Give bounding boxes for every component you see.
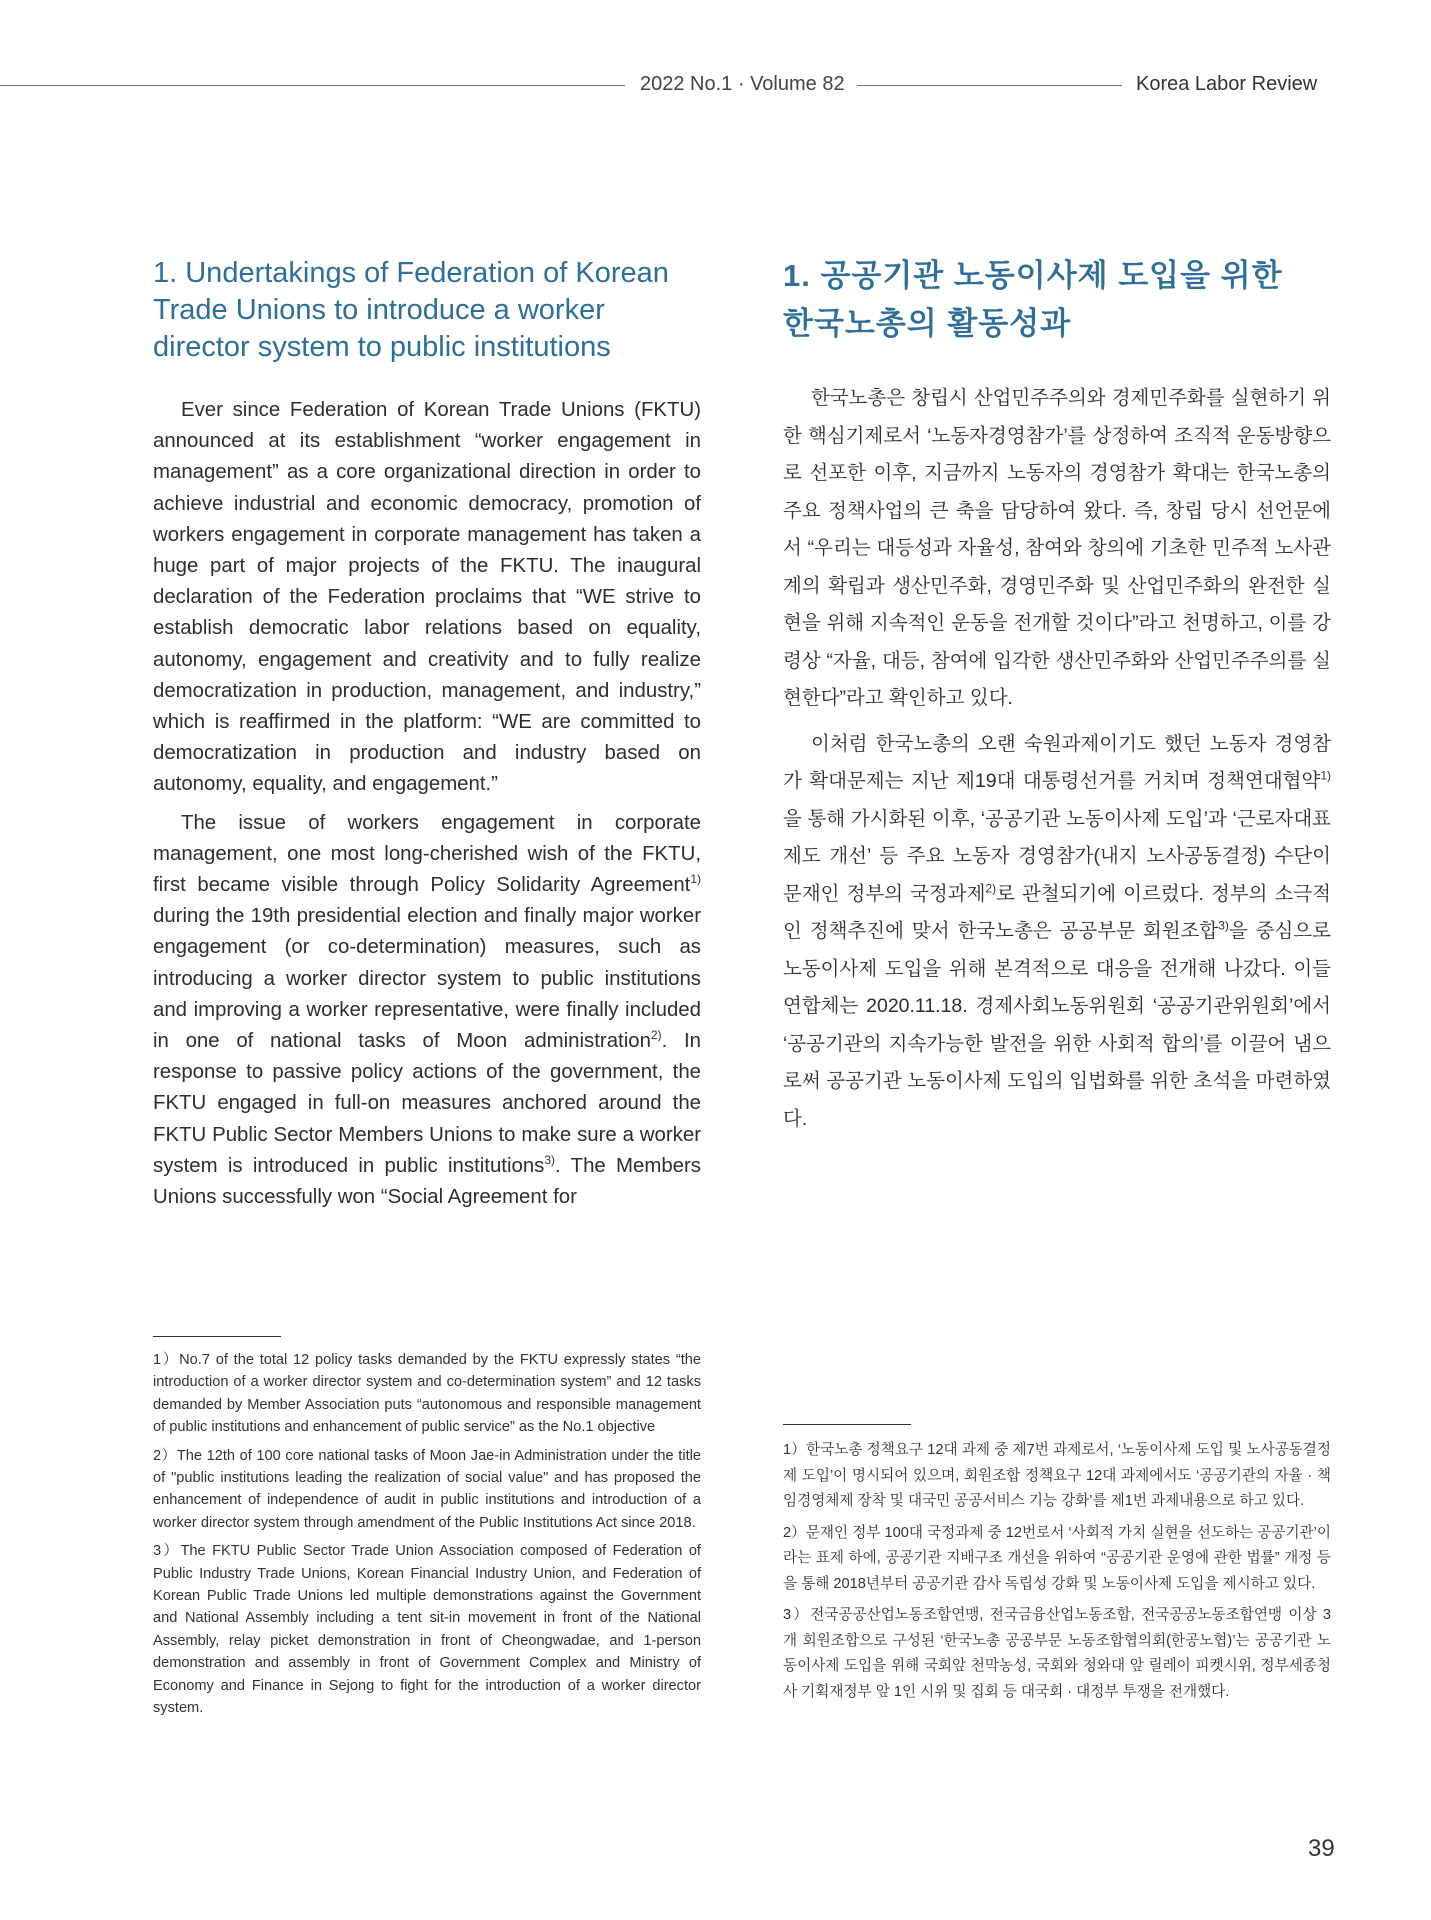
- footnote-ref-2: 2): [650, 1028, 662, 1043]
- korean-title-line-1: 1. 공공기관 노동이사제 도입을 위한: [783, 258, 1283, 293]
- korean-paragraph-2: [783, 726, 1331, 1139]
- english-paragraph-2-part-a: The issue of workers engagement in corporate management, one most long-cherished wish of the FKTU, first became visible through Policy Solidarity Agreement: [153, 811, 701, 897]
- korean-title-line-2: 한국노총의 활동성과: [783, 306, 1072, 341]
- korean-paragraph-2-part-a: 이처럼 한국노총의 오랜 숙원과제이기도 했던 노동자 경영참가 확대문제는 지난 제19대 대통령선거를 거치며 정책연대협약: [783, 732, 1331, 792]
- korean-footnote-ref-1: 1): [1320, 768, 1331, 783]
- korean-footnote-rule: [783, 1424, 911, 1425]
- journal-name: Korea Labor Review: [1136, 73, 1318, 95]
- footnote-ref-3: 3): [544, 1153, 556, 1168]
- korean-paragraph-2-part-b: 을 통해 가시화된 이후, ‘공공기관 노동이사제 도입’과 ‘근로자대표제도 개선’ 등 주요 노동자 경영참가(내지 노사공동결정) 수단이 문재인 정부의 국정과제: [783, 807, 1331, 905]
- english-body: [153, 395, 701, 1220]
- publication-info: 2022 No.1 · Volume 82: [640, 73, 845, 95]
- header-rule-left: [0, 85, 625, 86]
- header-rule-middle: [857, 85, 1122, 86]
- english-paragraph-2-part-b: during the 19th presidential election and finally major worker engagement (or co-determination) measures, such as introducing a worker director system to public institutions and improving a worker representative, were finally included in one of national tasks of Moon administration: [153, 905, 701, 1053]
- english-paragraph-2: [153, 808, 701, 1214]
- korean-body: [783, 380, 1331, 1146]
- english-paragraph-1: Ever since Federation of Korean Trade Unions (FKTU) announced at its establishment “worker engagement in management” as a core organizational direction in order to achieve industrial and economic democracy, promotion of workers engagement in corporate management has taken a huge part of major projects of the FKTU. The inaugural declaration of the Federation proclaims that “WE strive to establish democratic labor relations based on equality, autonomy, engagement and creativity and to fully realize democratization in production, management, and industry,” which is reaffirmed in the platform: “WE are committed to democratization in production and industry based on autonomy, equality, and engagement.”: [153, 399, 701, 796]
- english-footnote-2: 2）The 12th of 100 core national tasks of Moon Jae-in Administration under the title of "public institutions leading the realization of social value" and has proposed the enhancement of independence of audit in public institutions and introduction of a worker director system through amendment of the Public Institutions Act since 2018.: [153, 1447, 701, 1531]
- korean-footnote-ref-3: 3): [1218, 918, 1229, 933]
- english-section-title: 1. Undertakings of Federation of Korean Trade Unions to introduce a worker director system to public institutions: [153, 257, 669, 363]
- english-paragraph-2-part-d: . The Members Unions successfully won “Social Agreement for: [153, 1154, 701, 1209]
- english-paragraph-2-part-c: . In response to passive policy actions of the government, the FKTU engaged in full-on measures anchored around the FKTU Public Sector Members Unions to make sure a worker system is introduced in public institutions: [153, 1030, 701, 1177]
- korean-footnote-2: 2）문재인 정부 100대 국정과제 중 12번로서 ‘사회적 가치 실현을 선도하는 공공기관’이라는 표제 하에, 공공기관 지배구조 개선을 위하여 “공공기관 운영에 관한 법률” 개정 등을 통해 2018년부터 공공기관 감사 독립성 강화 및 노동이사제 도입을 제시하고 있다.: [783, 1524, 1331, 1592]
- page-number: 39: [1308, 1835, 1335, 1862]
- english-footnotes: [153, 1349, 701, 1726]
- korean-footnote-1: 1）한국노총 정책요구 12대 과제 중 제7번 과제로서, ‘노동이사제 도입 및 노사공동결정제 도입’이 명시되어 있으며, 회원조합 정책요구 12대 과제에서도 ‘공공기관의 자율 · 책임경영체제 장착 및 대국민 공공서비스 기능 강화’를 제1번 과제내용으로 하고 있다.: [783, 1442, 1331, 1509]
- korean-paragraph-2-part-c: 로 관철되기에 이르렀다. 정부의 소극적인 정책추진에 맞서 한국노총은 공공부문 회원조합: [783, 882, 1331, 942]
- korean-footnote-ref-2: 2): [985, 881, 997, 895]
- korean-paragraph-1: 한국노총은 창립시 산업민주주의와 경제민주화를 실현하기 위한 핵심기제로서 ‘노동자경영참가’를 상정하여 조직적 운동방향으로 선포한 이후, 지금까지 노동자의 경영참가 확대는 한국노총의 주요 정책사업의 큰 축을 담당하여 왔다. 즉, 창립 당시 선언문에서 “우리는 대등성과 자율성, 참여와 창의에 기초한 민주적 노사관계의 확립과 생산민주화, 경영민주화 및 산업민주화의 완전한 실현을 위해 지속적인 운동을 전개할 것이다”라고 천명하고, 이를 강령상 “자율, 대등, 참여에 입각한 생산민주화와 산업민주주의를 실현한다”라고 확인하고 있다.: [783, 387, 1331, 709]
- footnote-ref-1: 1): [690, 872, 701, 887]
- english-footnote-1: 1）No.7 of the total 12 policy tasks demanded by the FKTU expressly states “the introduction of a worker director system and co-determination system” and 12 tasks demanded by Member Association puts “autonomous and responsible management of public institutions and enhancement of public service” as the No.1 objective: [153, 1352, 701, 1436]
- english-footnote-3: 3）The FKTU Public Sector Trade Union Association composed of Federation of Public Industry Trade Unions, Korean Financial Industry Union, and Federation of Korean Public Trade Unions led multiple demonstrations against the Government and National Assembly including a tent sit-in movement in front of the National Assembly, relay picket demonstration in front of Cheongwadae, and 1-person demonstration and assembly in front of Government Complex and Ministry of Economy and Finance in Sejong to fight for the introduction of a worker director system.: [153, 1543, 701, 1717]
- korean-footnotes: [783, 1438, 1331, 1711]
- korean-paragraph-2-part-d: 을 중심으로 노동이사제 도입을 위해 본격적으로 대응을 전개해 나갔다. 이들 연합체는 2020.11.18. 경제사회노동위원회 ‘공공기관위원회’에서 ‘공공기관의 지속가능한 발전을 위한 사회적 합의’를 이끌어 냄으로써 공공기관 노동이사제 도입의 입법화를 위한 초석을 마련하였다.: [783, 920, 1332, 1130]
- english-footnote-rule: [153, 1336, 281, 1337]
- korean-section-title: [783, 252, 1331, 348]
- korean-footnote-3: 3）전국공공산업노동조합연맹, 전국금융산업노동조합, 전국공공노동조합연맹 이상 3개 회원조합으로 구성된 ‘한국노총 공공부문 노동조합협의회(한공노협)’는 공공기관 노동이사제 도입을 위해 국회앞 천막농성, 국회와 청와대 앞 릴레이 피켓시위, 정부세종청사 기획재정부 앞 1인 시위 및 집회 등 대국회 · 대정부 투쟁을 전개했다.: [783, 1607, 1331, 1700]
